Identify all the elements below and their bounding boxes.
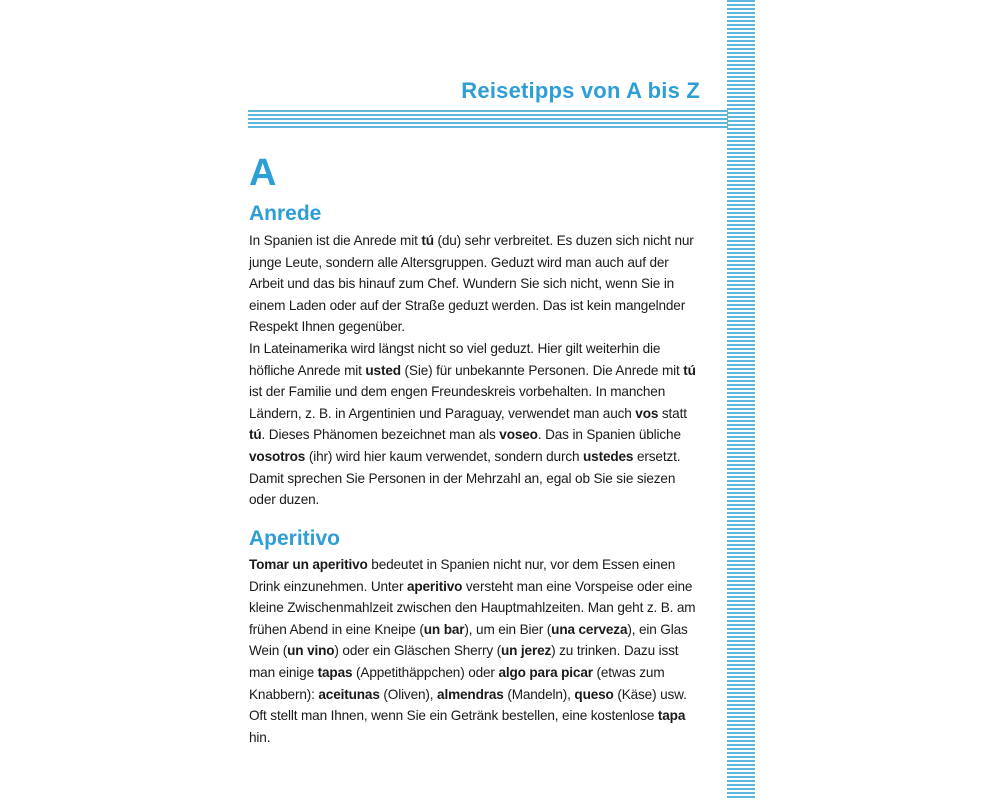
- text-run: hin.: [249, 729, 271, 745]
- text-run: statt: [658, 405, 687, 421]
- text-run: ) zu trinken. Dazu isst man einige: [249, 643, 679, 680]
- bold-term: aperitivo: [406, 578, 463, 594]
- bold-term: tú: [683, 362, 696, 378]
- text-run: ), ein Glas Wein (: [249, 621, 688, 659]
- bold-term: vosotros: [249, 448, 306, 464]
- bold-term: una cerveza: [551, 621, 628, 637]
- text-run: ) oder ein Gläschen Sherry (: [334, 643, 501, 659]
- bold-term: tú: [421, 233, 434, 248]
- bold-term: voseo: [499, 427, 538, 443]
- text-run: (ihr) wird hier kaum verwendet, sondern durch: [305, 448, 584, 464]
- text-run: (du) sehr verbreitet. Es duzen sich nicht nur junge Leute, sondern alle Altersgruppen. Geduzt wird man auch auf der Arbeit und das bis hinauf zum Chef. Wundern Sie sich nicht, wenn Sie in einem Laden oder auf der Straße geduzt werden. Das ist kein mangelnder Respekt Ihnen gegenüber.: [249, 233, 694, 335]
- text-run: (etwas zum Knabbern):: [249, 664, 665, 702]
- bold-term: Tomar un aperitivo: [249, 557, 368, 572]
- bold-term: vos: [635, 405, 659, 421]
- text-run: versteht man eine Vorspeise oder eine kleine Zwischenmahlzeit zwischen den Hauptmahlzeiten. Man geht z. B. am frühen Abend in eine Kneipe (: [249, 578, 696, 637]
- section-title-aperitivo: Aperitivo: [249, 527, 341, 550]
- text-run: (Oliven),: [379, 686, 438, 702]
- bold-term: queso: [574, 686, 614, 702]
- text-run: ist der Familie und dem engen Freundeskreis vorbehalten. In manchen Ländern, z. B. in Argentinien und Paraguay, verwendet man auch: [249, 384, 666, 421]
- bold-term: un bar: [423, 621, 465, 637]
- bold-term: ustedes: [583, 448, 634, 464]
- text-run: ), um ein Bier (: [464, 621, 552, 637]
- section-title-anrede: Anrede: [249, 202, 322, 225]
- text-run: . Das in Spanien übliche: [537, 427, 681, 443]
- bold-term: tapa: [657, 708, 686, 724]
- paragraph: [249, 554, 701, 748]
- paragraph: [249, 338, 701, 511]
- text-run: In Spanien ist die Anrede mit: [249, 233, 422, 248]
- bold-term: tú: [249, 427, 262, 443]
- bold-term: un vino: [287, 643, 335, 659]
- text-run: . Dieses Phänomen bezeichnet man als: [261, 427, 500, 443]
- text-run: (Käse) usw. Oft stellt man Ihnen, wenn Sie ein Getränk bestellen, eine kostenlose: [249, 686, 687, 724]
- text-run: (Mandeln),: [503, 686, 575, 702]
- section-letter: A: [249, 152, 277, 194]
- bold-term: usted: [365, 362, 401, 378]
- bold-term: un jerez: [500, 643, 552, 659]
- bold-term: aceitunas: [318, 686, 380, 702]
- text-run: ersetzt. Damit sprechen Sie Personen in der Mehrzahl an, egal ob Sie sie siezen oder duzen.: [249, 448, 681, 508]
- page-header-title: Reisetipps von A bis Z: [461, 78, 700, 103]
- text-run: (Sie) für unbekannte Personen. Die Anrede mit: [400, 362, 684, 378]
- decorative-stripe-bar: [727, 0, 755, 800]
- bold-term: tapas: [317, 664, 353, 680]
- text-run: (Appetithäppchen) oder: [352, 664, 499, 680]
- text-run: bedeutet in Spanien nicht nur, vor dem Essen einen Drink einzunehmen. Unter: [249, 557, 676, 594]
- bold-term: algo para picar: [498, 664, 593, 680]
- text-run: In Lateinamerika wird längst nicht so viel geduzt. Hier gilt weiterhin die höfliche Anrede mit: [249, 341, 661, 378]
- header-rule: [248, 110, 728, 130]
- bold-term: almendras: [437, 686, 504, 702]
- paragraph: [249, 230, 701, 338]
